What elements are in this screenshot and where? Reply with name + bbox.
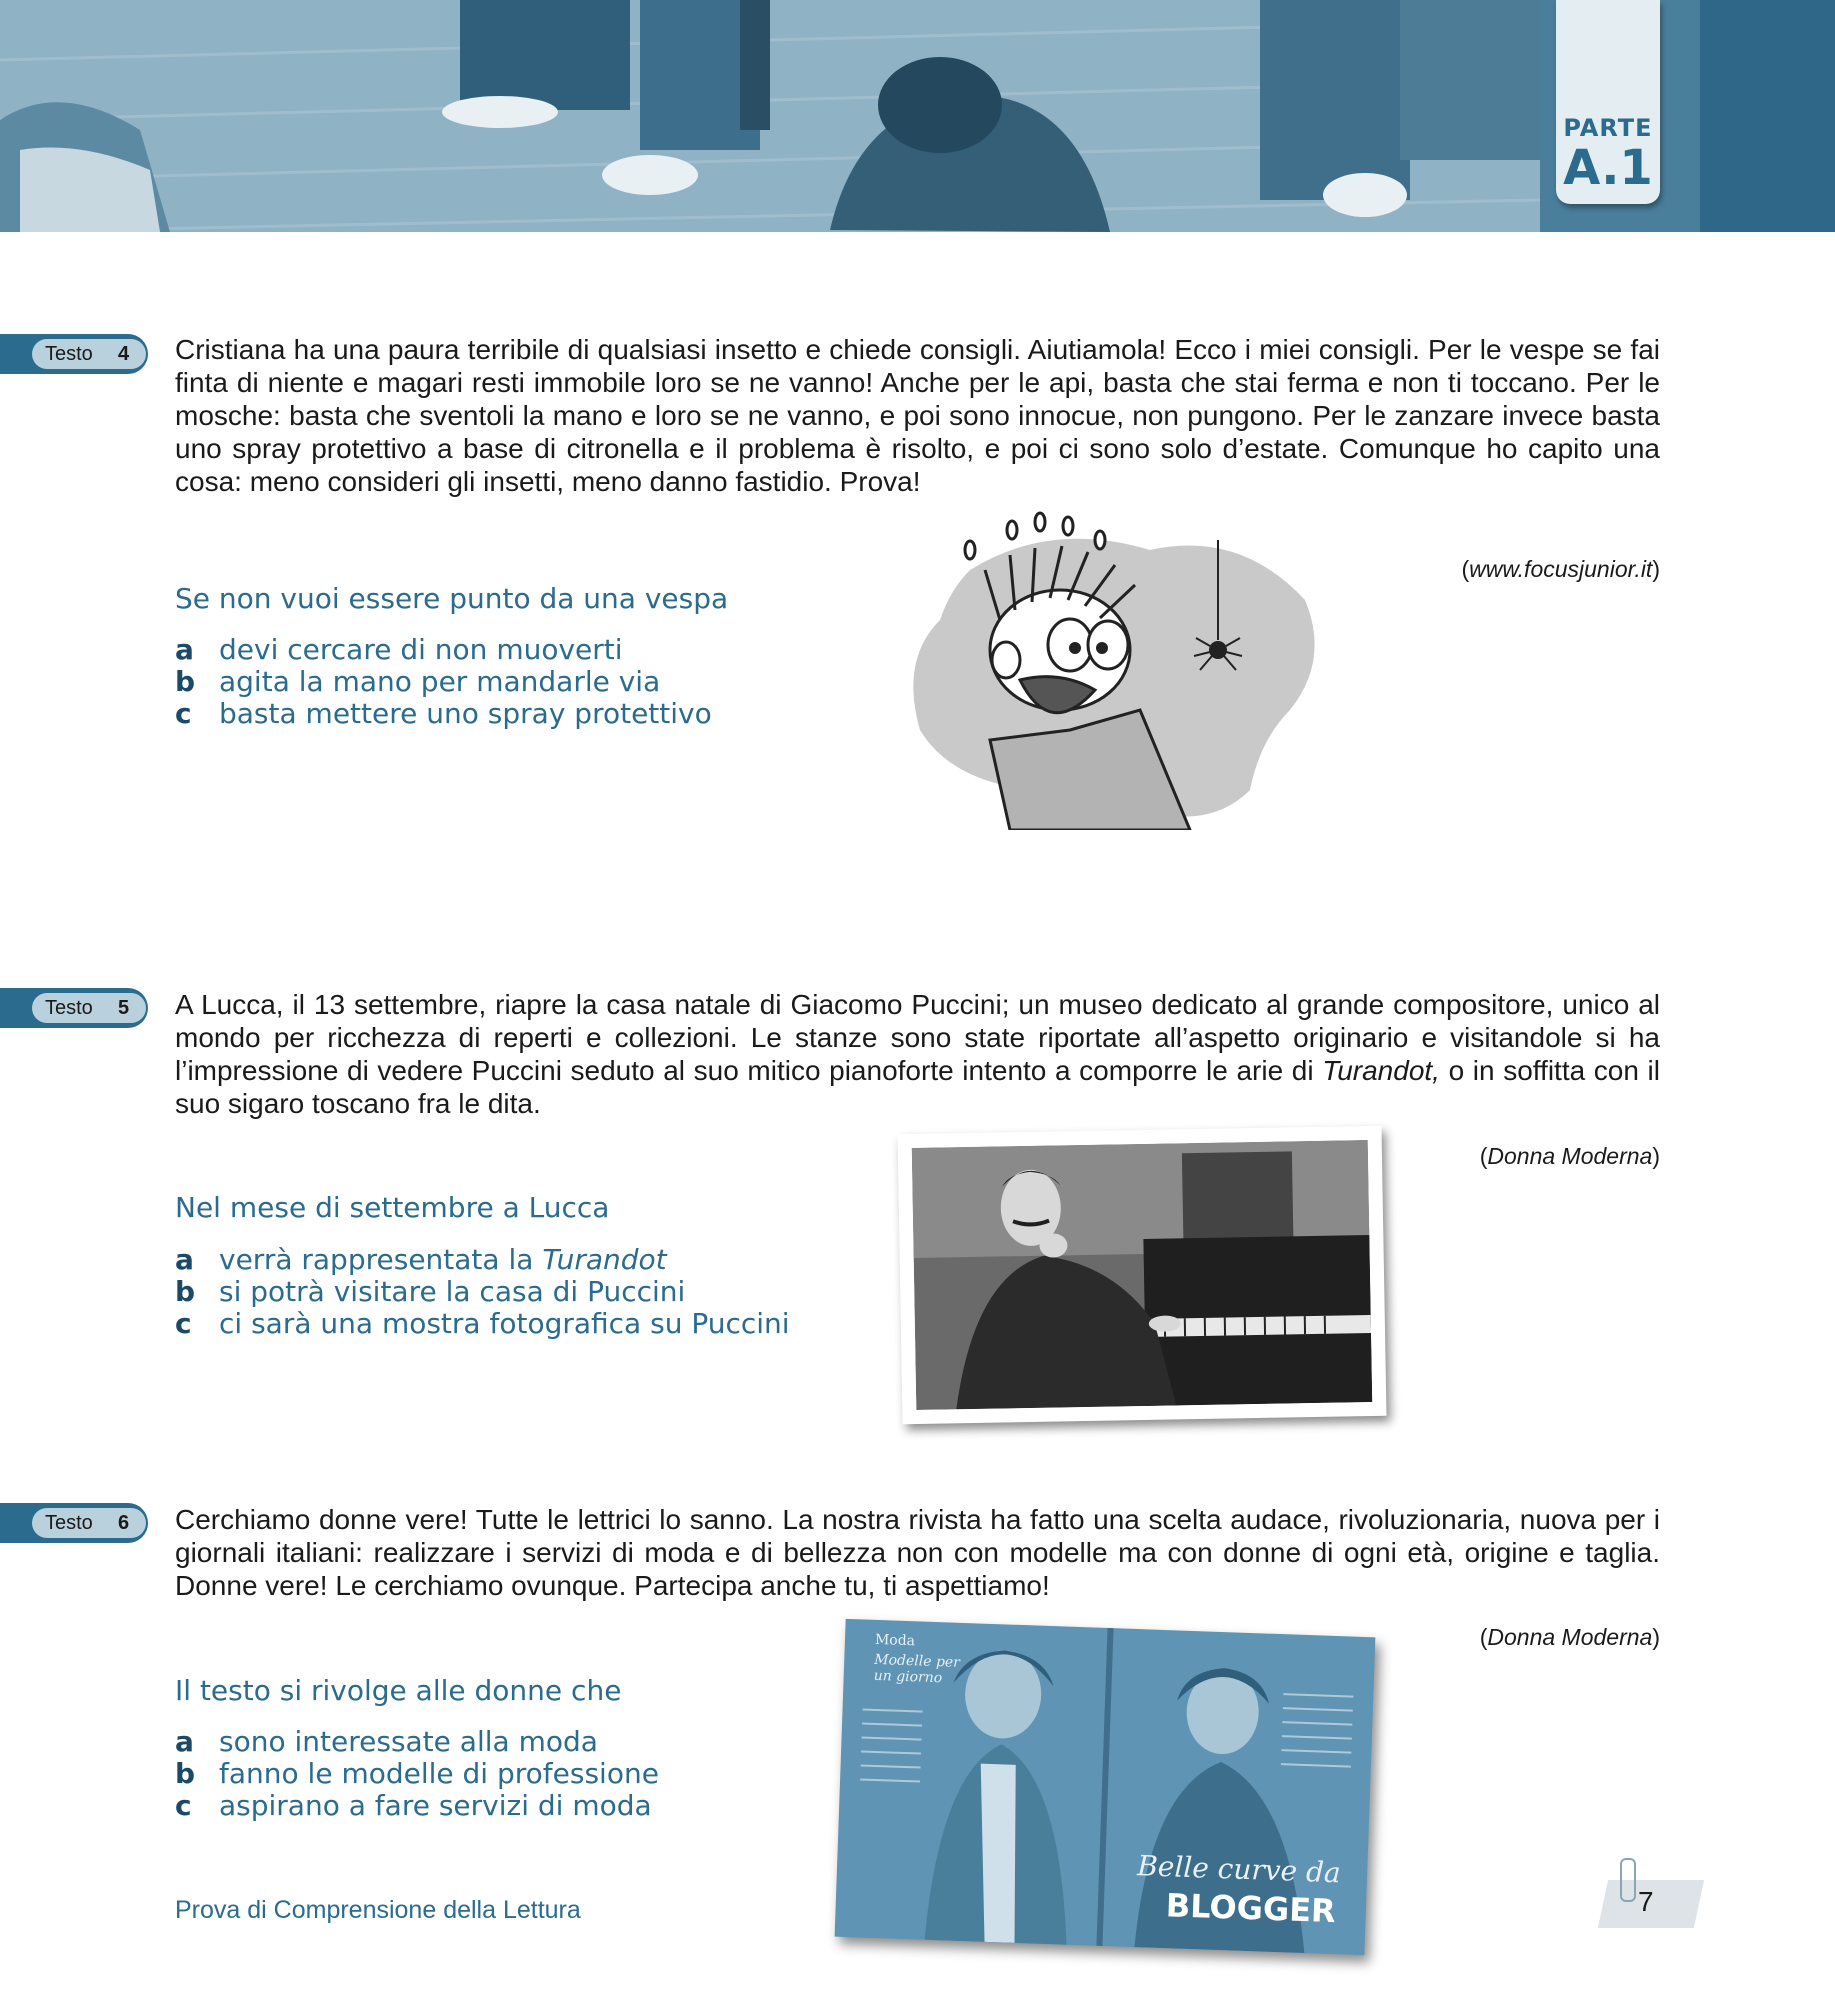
parte-number: A.1 [1563, 140, 1653, 196]
header-banner [0, 0, 1835, 232]
testo-5-tag [0, 988, 148, 1028]
footer-title: Prova di Comprensione della Lettura [175, 1896, 581, 1924]
testo-label: Testo [45, 1512, 93, 1534]
testo-4-options [175, 634, 712, 730]
testo-5-question: Nel mese di settembre a Lucca [175, 1191, 610, 1224]
magazine-spread [835, 1619, 1376, 1955]
testo-6-question: Il testo si rivolge alle donne che [175, 1674, 622, 1707]
option-b[interactable]: b agita la mano per mandarle via [175, 665, 661, 698]
option-b[interactable]: b fanno le modelle di professione [175, 1757, 659, 1790]
testo-4-tag [0, 334, 148, 374]
option-c[interactable]: c basta mettere uno spray protettivo [175, 697, 712, 730]
testo-4-question: Se non vuoi essere punto da una vespa [175, 582, 729, 615]
testo-label: Testo [45, 343, 93, 365]
testo-label: Testo [45, 997, 93, 1019]
magazine-subhead: Modelle per un giorno [873, 1651, 961, 1687]
parte-tab [1556, 0, 1660, 204]
page-number: 7 [1638, 1886, 1654, 1917]
puccini-piano-photo [912, 1140, 1373, 1410]
testo-number: 5 [118, 997, 130, 1019]
testo-6-tag [0, 1503, 148, 1543]
classroom-photo [0, 0, 1540, 232]
testo-5-paragraph: A Lucca, il 13 settembre, riapre la casa natale di Giacomo Puccini; un museo dedicato al grande compositore, unico al mondo per ricchezza di reperti e collezioni. Le stanze sono state riportate all’aspetto originario e visitandole si ha l’impressione di vedere Puccini seduto al suo mitico pianoforte intento a comporre le arie di Turandot, o in soffitta con il suo sigaro toscano fra le dita. [175, 989, 1660, 1119]
parte-label: PARTE [1563, 114, 1653, 142]
testo-4-source: (www.focusjunior.it) [1461, 556, 1660, 582]
option-a[interactable]: a verrà rappresentata la Turandot [175, 1243, 667, 1276]
paperclip-icon [1620, 1858, 1636, 1902]
testo-4-paragraph: Cristiana ha una paura terribile di qualsiasi insetto e chiede consigli. Aiutiamola! Ecco i miei consigli. Per le vespe se fai finta di niente e magari resti immobile loro se ne vanno! Anche per le api, basta che stai ferma e non ti toccano. Per le mosche: basta che sventoli la mano e loro se ne vanno, e poi sono innocue, non pungono. Per le zanzare invece basta uno spray protettivo a base di citronella e il problema è risolto, e poi ci sono solo d’estate. Comunque ho capito una cosa: meno consideri gli insetti, meno danno fastidio. Prova! [175, 334, 1660, 497]
magazine-headline-big: BLOGGER [1165, 1886, 1337, 1931]
puccini-photo-frame [898, 1126, 1387, 1424]
option-b[interactable]: b si potrà visitare la casa di Puccini [175, 1275, 686, 1308]
testo-5-source: (Donna Moderna) [1479, 1143, 1660, 1169]
option-a[interactable]: a sono interessate alla moda [175, 1725, 598, 1758]
banner-strip-dark [1700, 0, 1835, 232]
option-c[interactable]: c aspirano a fare servizi di moda [175, 1789, 652, 1822]
testo-6-source: (Donna Moderna) [1479, 1624, 1660, 1650]
testo-6-paragraph: Cerchiamo donne vere! Tutte le lettrici lo sanno. La nostra rivista ha fatto una scelta audace, rivoluzionaria, nuova per i giornali italiani: realizzare i servizi di moda e di bellezza non con modelle ma con donne di ogni età, origine e taglia. Donne vere! Le cerchiamo ovunque. Partecipa anche tu, ti aspettiamo! [175, 1504, 1660, 1601]
option-a[interactable]: a devi cercare di non muoverti [175, 633, 623, 666]
testo-5-options [175, 1244, 790, 1340]
testo-6-options [175, 1726, 659, 1822]
scared-boy-spider-illustration [910, 510, 1330, 830]
option-c[interactable]: c ci sarà una mostra fotografica su Puccini [175, 1307, 790, 1340]
testo-number: 4 [118, 343, 130, 365]
magazine-headline: Belle curve da [1136, 1849, 1342, 1890]
testo-number: 6 [118, 1512, 130, 1534]
magazine-section: Moda [874, 1631, 916, 1650]
